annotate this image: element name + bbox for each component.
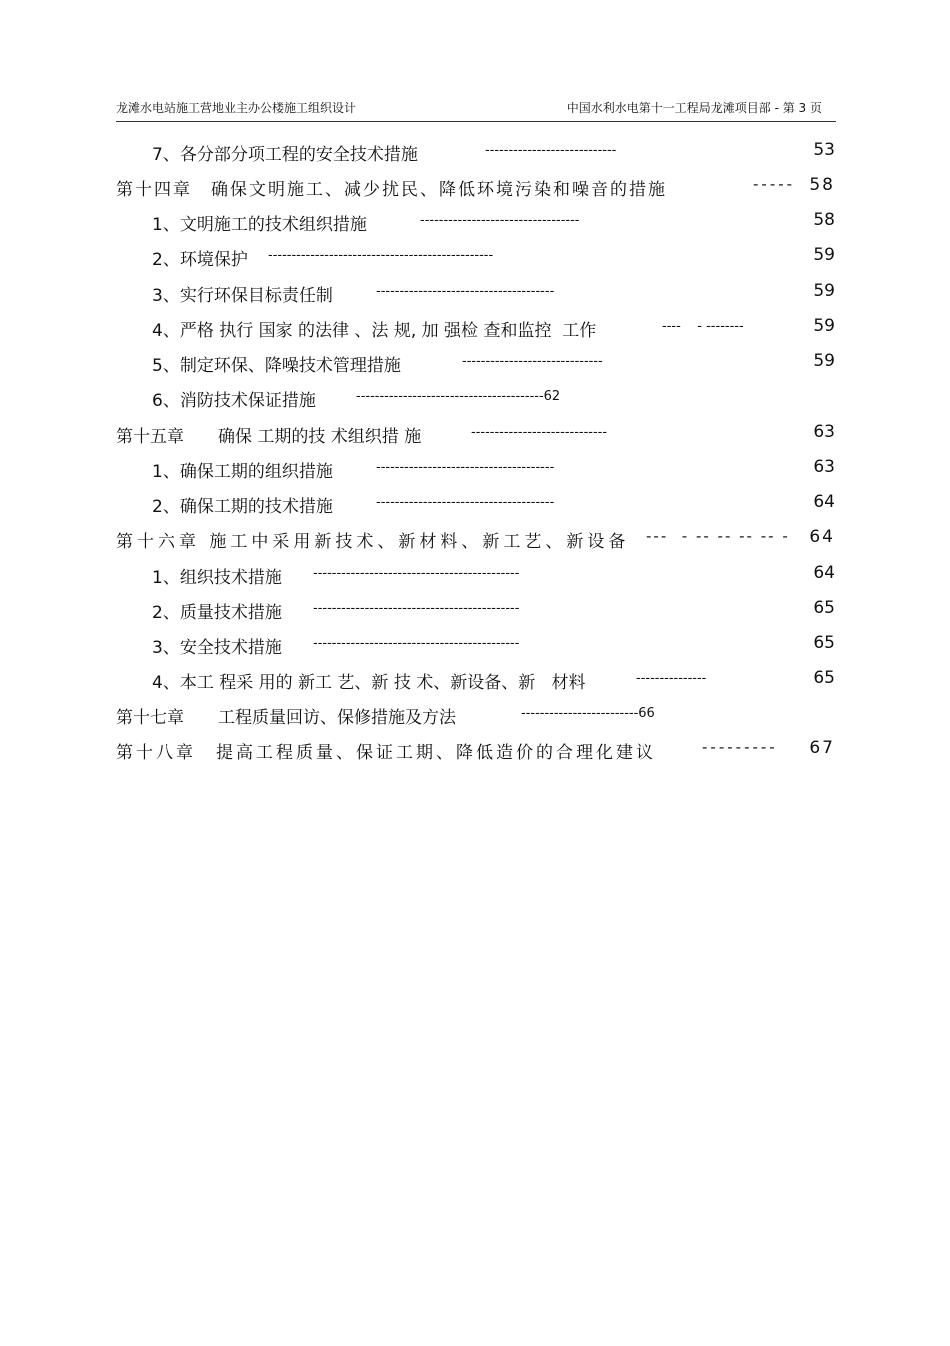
toc-entry[interactable] bbox=[0, 422, 950, 446]
toc-entry-title: 第十四章 确保文明施工、减少扰民、降低环境污染和噪音的措施 bbox=[116, 180, 667, 200]
toc-entry-page: 63 bbox=[813, 422, 835, 442]
toc-entry[interactable] bbox=[0, 527, 950, 551]
toc-entry-page: 58 bbox=[813, 210, 835, 230]
toc-entry-title: 1、确保工期的组织措施 bbox=[152, 462, 333, 482]
toc-entry-page: 67 bbox=[809, 738, 835, 758]
toc-entry-title: 2、环境保护 bbox=[152, 250, 248, 270]
toc-entry-title: 6、消防技术保证措施 bbox=[152, 391, 316, 411]
toc-entry-page: 63 bbox=[813, 457, 835, 477]
toc-entry-leader: -------------------------------------- bbox=[376, 495, 555, 510]
toc-entry-title: 2、质量技术措施 bbox=[152, 603, 282, 623]
toc-entry-leader: -------------------------------------------- bbox=[313, 601, 520, 616]
toc-entry-leader: ---- - -------- bbox=[662, 319, 744, 334]
toc-entry[interactable] bbox=[0, 281, 950, 305]
toc-entry-title: 第十六章 施工中采用新技术、新材料、新工艺、新设备 bbox=[116, 532, 630, 552]
toc-entry-title: 1、文明施工的技术组织措施 bbox=[152, 215, 367, 235]
toc-entry[interactable] bbox=[0, 351, 950, 375]
toc-entry-title: 5、制定环保、降噪技术管理措施 bbox=[152, 356, 401, 376]
toc-entry-title: 4、本工 程采 用的 新工 艺、新 技 术、新设备、新 材料 bbox=[152, 673, 586, 693]
toc-entry-page: 59 bbox=[813, 351, 835, 371]
toc-entry-page: 65 bbox=[813, 598, 835, 618]
toc-entry[interactable] bbox=[0, 316, 950, 340]
toc-entry-title: 第十五章 确保 工期的技 术组织措 施 bbox=[116, 427, 422, 447]
toc-entry-title: 3、安全技术措施 bbox=[152, 638, 282, 658]
toc-entry[interactable] bbox=[0, 668, 950, 692]
toc-entry-title: 4、严格 执行 国家 的法律 、法 规, 加 强检 查和监控 工作 bbox=[152, 321, 597, 341]
toc-entry-page: 59 bbox=[813, 281, 835, 301]
toc-entry-leader: --------------- bbox=[636, 671, 707, 686]
toc-entry[interactable] bbox=[0, 457, 950, 481]
toc-entry-leader: ----- bbox=[753, 175, 796, 193]
toc-entry-page: 58 bbox=[809, 175, 835, 195]
toc-entry-page: 65 bbox=[813, 668, 835, 688]
toc-entry-leader: ---------------------------------- bbox=[420, 213, 580, 228]
toc-entry-page: 64 bbox=[809, 527, 835, 547]
toc-entry-page: 59 bbox=[813, 245, 835, 265]
toc-entry-page: 65 bbox=[813, 633, 835, 653]
toc-entry-leader: -------------------------------------------- bbox=[313, 636, 520, 651]
toc-entry-title: 第十七章 工程质量回访、保修措施及方法 bbox=[116, 708, 456, 728]
header-left-title: 龙滩水电站施工营地业主办公楼施工组织设计 bbox=[116, 101, 357, 115]
toc-entry[interactable] bbox=[0, 140, 950, 164]
toc-entry[interactable] bbox=[0, 386, 950, 410]
toc-entry-leader: ----------------------------- bbox=[471, 425, 608, 440]
toc-entry[interactable] bbox=[0, 633, 950, 657]
toc-entry[interactable] bbox=[0, 492, 950, 516]
toc-entry-leader: --- - -- -- -- -- - bbox=[646, 527, 790, 545]
page-header bbox=[116, 99, 836, 122]
toc-entry-title: 2、确保工期的技术措施 bbox=[152, 497, 333, 517]
toc-entry[interactable] bbox=[0, 175, 950, 199]
toc-entry-leader: ---------------------------- bbox=[485, 143, 617, 158]
toc-entry-page: 59 bbox=[813, 316, 835, 336]
toc-entry-page: 64 bbox=[813, 492, 835, 512]
toc-entry-page: 64 bbox=[813, 563, 835, 583]
toc-entry[interactable] bbox=[0, 738, 950, 762]
toc-entry[interactable] bbox=[0, 703, 950, 727]
toc-entry-leader: -------------------------------------- bbox=[376, 460, 555, 475]
toc-entry[interactable] bbox=[0, 245, 950, 269]
toc-entry[interactable] bbox=[0, 563, 950, 587]
toc-entry-title: 3、实行环保目标责任制 bbox=[152, 286, 333, 306]
toc-entry-title: 第十八章 提高工程质量、保证工期、降低造价的合理化建议 bbox=[116, 743, 656, 763]
toc-entry-leader: ------------------------------ bbox=[462, 354, 603, 369]
toc-entry-title: 7、各分部分项工程的安全技术措施 bbox=[152, 145, 418, 165]
toc-entry[interactable] bbox=[0, 598, 950, 622]
toc-entry[interactable] bbox=[0, 210, 950, 234]
toc-entry-leader: --------- bbox=[702, 738, 778, 756]
toc-entry-title: 1、组织技术措施 bbox=[152, 568, 282, 588]
toc-entry-leader: ----------------------------------------62 bbox=[356, 389, 561, 404]
toc-entry-page: 53 bbox=[813, 140, 835, 160]
toc-entry-leader: -------------------------------------------- bbox=[313, 566, 520, 581]
header-right-title: 中国水利水电第十一工程局龙滩项目部 - 第 3 页 bbox=[566, 101, 822, 115]
toc-entry-leader: ------------------------------------------------ bbox=[268, 248, 494, 263]
toc-entry-leader: -------------------------------------- bbox=[376, 284, 555, 299]
toc-entry-leader: -------------------------66 bbox=[521, 706, 655, 721]
